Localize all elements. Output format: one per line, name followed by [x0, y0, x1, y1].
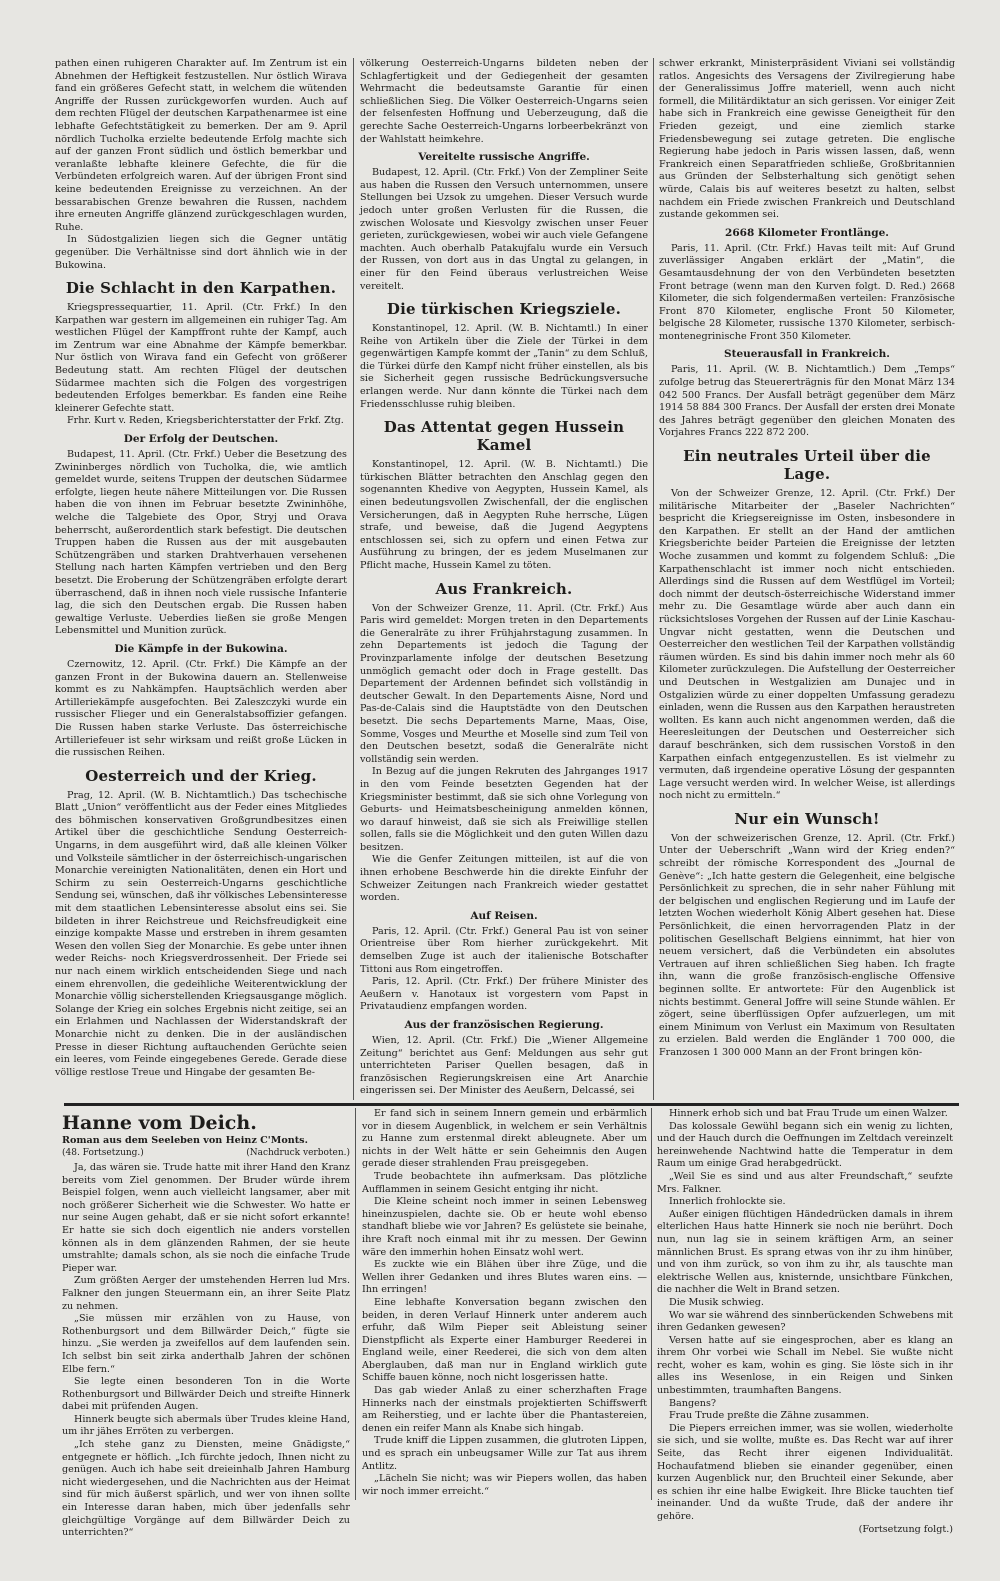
- article-paragraph: Hinnerk beugte sich abermals über Trudes kleine Hand, um ihr jähes Erröten zu verbergen.: [62, 1413, 350, 1438]
- column-divider: [653, 58, 654, 1100]
- article-paragraph: Wo war sie während des sinnberückenden Schwebens mit ihren Gedanken gewesen?: [657, 1309, 953, 1334]
- article-paragraph: Bangens?: [669, 1397, 717, 1409]
- article-headline: Ein neutrales Urteil über die Lage.: [683, 447, 931, 484]
- article-paragraph: Ja, das wären sie. Trude hatte mit ihrer Hand den Kranz bereits vom Ziel genommen. Der Bruder würde ihrem Beispiel folgen, wenn auch vielleicht langsamer, aber mit noch größerer Sicherheit wie die Schwester. Wo hatte er nur seine Augen gehabt, daß er sie nicht sofort erkannte! Er hatte sie sich doch eigentlich nie anders vorstellen können als in dem glänzenden Rahmen, der sie heute umstrahlte; damals schon, als sie noch die einfache Trude Pieper war.: [62, 1162, 350, 1274]
- article-paragraph: Sie legte einen besonderen Ton in die Worte Rothenburgsort und Billwärder Deich und streifte Hinnerk dabei mit prüfenden Augen.: [62, 1376, 350, 1413]
- novel-subtitle: Roman aus dem Seeleben von Heinz C'Monts.: [62, 1135, 308, 1146]
- article-subheadline: Die Kämpfe in der Bukowina.: [114, 642, 288, 655]
- article-paragraph: Trude beobachtete ihn aufmerksam. Das plötzliche Aufflammen in seinem Gesicht entging ihr nicht.: [362, 1170, 647, 1195]
- article-paragraph: Frau Trude preßte die Zähne zusammen.: [669, 1410, 870, 1422]
- article-headline: Oesterreich und der Krieg.: [85, 766, 317, 785]
- article-paragraph: Konstantinopel, 12. April. (W. B. Nichtamtl.) Die türkischen Blätter betrachten den Anschlag gegen den sogenannten Khedive von Aegypten, Hussein Kamel, als einen bedeutungsvollen Zwischenfall, der die englischen Versicherungen, daß in Aegypten Ruhe herrsche, Lügen strafe, und beweise, daß die Jugend Aegyptens entschlossen sei, sich zu opfern und einen Fetwa zur Ausführung zu bringen, der es jedem Muselmanen zur Pflicht mache, Hussein Kamel zu töten.: [360, 459, 648, 571]
- article-paragraph: Paris, 11. April. (Ctr. Frkf.) Havas teilt mit: Auf Grund zuverlässiger Angaben erklärt der „Matin“, die Gesamtausdehnung der von den Verbündeten besetzten Front betrage (wenn man den Kurven folgt. D. Red.) 2668 Kilometer, die sich folgendermaßen verteilen: Französische Front 870 Kilometer, englische Front 50 Kilometer, belgische 28 Kilometer, russische 1370 Kilometer, serbisch-montenegrinische Front 350 Kilometer.: [659, 242, 955, 342]
- article-paragraph: Von der schweizerischen Grenze, 12. April. (Ctr. Frkf.) Unter der Ueberschrift „Wann wird der Krieg enden?“ schreibt der römische Korrespondent des „Journal de Genève“: „Ich hatte gestern die Gelegenheit, eine belgische Persönlichkeit zu sprechen, die in sehr naher Fühlung mit der belgischen und englischen Regierung und im Laufe der letzten Wochen wiederholt König Albert gesehen hat. Diese Persönlichkeit, die einen hervorragenden Platz in der politischen Gesellschaft Belgiens einnimmt, hat hier von neuem versichert, daß die Verbündeten ein absolutes Vertrauen auf ihren schließlichen Sieg haben. Ich fragte ihn, wann die große französisch-englische Offensive beginnen sollte. Er antwortete: Für den Augenblick ist nichts bestimmt. General Joffre will seine Stunde wählen. Er zögert, seine überflüssigen Opfer aufzuerlegen, um mit einem Minimum von Verlust ein Maximum von Resultaten zu erzielen. Bald werden die Engländer 1 700 000, die Franzosen 1 300 000 Mann an der Front bringen kön-: [659, 832, 955, 1058]
- novel-column-3: [657, 1108, 953, 1535]
- article-paragraph: pathen einen ruhigeren Charakter auf. Im Zentrum ist ein Abnehmen der Heftigkeit festzustellen. Nur östlich Wirava fand ein größeres Gefecht statt, in welchem die wütenden Angriffe der Russen zurückgeworfen wurden. Auch auf dem rechten Flügel der deutschen Karpathenarmee ist eine lebhafte Gefechtstätigkeit zu bemerken. Der am 9. April nördlich Tucholka erzielte bedeutende Erfolg machte sich auf der ganzen Front südlich und östlich bemerkbar und veranlaßte lebhafte kleinere Gefechte, die für die Verbündeten erfolgreich waren. Auf der übrigen Front sind keine bedeutenden Ereignisse zu verzeichnen. An der bessarabischen Grenze bewahren die Russen, nachdem ihre erneuten Angriffe glänzend zurückgeschlagen wurden, Ruhe.: [55, 58, 347, 233]
- article-paragraph: Die Kleine scheint noch immer in seinen Lebensweg hineinzuspielen, dachte sie. Ob er heute wohl ebenso standhaft bliebe wie vor Jahren? Es gelüstete sie beinahe, ihre Kraft noch einmal mit ihr zu messen. Der Gewinn wäre den immerhin hohen Einsatz wohl wert.: [362, 1196, 647, 1258]
- column-divider: [353, 58, 354, 1100]
- article-subheadline: Auf Reisen.: [470, 909, 538, 922]
- article-subheadline: Vereitelte russische Angriffe.: [418, 151, 590, 164]
- article-byline: Frhr. Kurt v. Reden, Kriegsberichterstatter der Frkf. Ztg.: [67, 415, 344, 427]
- article-paragraph: Außer einigen flüchtigen Händedrücken damals in ihrem elterlichen Haus hatte Hinnerk sie noch nie berührt. Doch nun, nun lag sie in seinem kräftigen Arm, an seiner männlichen Brust. Es sprang etwas von ihr zu ihm hinüber, und von ihm zurück, so von ihm zu ihr, als tauschte man elektrische Wellen aus, knisternde, unsichtbare Fünkchen, die nachher die Welt in Brand setzen.: [657, 1208, 953, 1296]
- article-paragraph: In Bezug auf die jungen Rekruten des Jahrganges 1917 in den vom Feinde besetzten Gegenden hat der Kriegsminister bestimmt, daß sie sich ohne Vorlegung von Geburts- und Heimatsbescheinigung anmelden können, wo darauf hinweist, daß sie sich als Freiwillige stellen sollen, falls sie die Möglichkeit und den guten Willen dazu besitzen.: [360, 766, 648, 853]
- article-paragraph: „Weil Sie es sind und aus alter Freundschaft,“ seufzte Mrs. Falkner.: [657, 1170, 953, 1195]
- column-divider: [355, 1108, 356, 1500]
- novel-installment: (48. Fortsetzung.): [62, 1148, 144, 1158]
- article-headline: Aus Frankreich.: [435, 579, 573, 598]
- article-paragraph: Paris, 12. April. (Ctr. Frkf.) Der frühere Minister des Aeußern v. Hanotaux ist vorgestern vom Papst in Privataudienz empfangen worden.: [360, 976, 648, 1013]
- article-paragraph: Von der Schweizer Grenze, 11. April. (Ctr. Frkf.) Aus Paris wird gemeldet: Morgen treten in den Departements die Generalräte zu ihrer Frühjahrstagung zusammen. In zehn Departements ist jedoch die Tagung der Provinzparlamente infolge der deutschen Besetzung unmöglich gemacht oder doch in Frage gestellt. Das Departement der Ardennen befindet sich vollständig in deutscher Gewalt. In den Departements Aisne, Nord und Pas-de-Calais sind die Hauptstädte von den Deutschen besetzt. Die sechs Departements Marne, Maas, Oise, Somme, Vosges und Meurthe et Moselle sind zum Teil von den Deutschen besetzt, sodaß die Generalräte nicht vollständig sein werden.: [360, 602, 648, 765]
- article-paragraph: Innerlich frohlockte sie.: [669, 1196, 786, 1208]
- article-paragraph: Prag, 12. April. (W. B. Nichtamtlich.) Das tschechische Blatt „Union“ veröffentlicht aus der Feder eines Mitgliedes des böhmischen konservativen Großgrundbesitzes einen Artikel über die geschichtliche Sendung Oesterreich-Ungarns, in dem ausgeführt wird, daß alle kleinen Völker und Volksteile sämtlicher in der österreichisch-ungarischen Monarchie vereinigten Nationalitäten, denen ein Hort und Schirm zu sein Oesterreich-Ungarns geschichtliche Sendung sei, wünschen, daß ihr völkisches Lebensinteresse mit dem staatlichen Lebensinteresse absolut eins sei. Sie bildeten in ihrer Reichstreue und Reichsfreudigkeit eine einzige kompakte Masse und erstreben in ihrem gesamten Wesen den vollen Sieg der Monarchie. Es gebe unter ihnen weder Reichs- noch Kriegsverdrossenheit. Der Friede sei nur nach einem wirklich entscheidenden Siege und nach einem ehrenvollen, die gedeihliche Weiterentwicklung der Monarchie völlig sicherstellenden Kriegsausgange möglich. Solange der Krieg ein solches Ergebnis nicht zeitige, sei an ein Erlahmen und Nachlassen der Widerstandskraft der Monarchie nicht zu denken. Die in der ausländischen Presse in dieser Richtung auftauchenden Gerüchte seien ein leeres, vom Feinde eingegebenes Gerede. Gerade diese völlige restlose Treue und Hingabe der gesamten Be-: [55, 789, 347, 1078]
- article-paragraph: Versen hatte auf sie eingesprochen, aber es klang an ihrem Ohr vorbei wie Schall im Nebel. Sie wußte nicht recht, woher es kam, wohin es ging. Sie löste sich in ihr alles ins Wesenlose, in ein Reigen und Sinken unbestimmten, traumhaften Bangens.: [657, 1334, 953, 1397]
- article-paragraph: Wie die Genfer Zeitungen mitteilen, ist auf die von ihnen erhobene Beschwerde hin die direkte Einfuhr der Schweizer Zeitungen nach Frankreich wieder gestattet worden.: [360, 854, 648, 904]
- article-paragraph: Das kolossale Gewühl begann sich ein wenig zu lichten, und der Hauch durch die Oeffnungen im Zeltdach vereinzelt hereinwehende Nachtwind hatte die Temperatur in dem Raum um einige Grad herabgedrückt.: [657, 1120, 953, 1170]
- feuilleton-separator-rule: [64, 1103, 959, 1106]
- news-column-1: [55, 58, 347, 1100]
- article-paragraph: Von der Schweizer Grenze, 12. April. (Ctr. Frkf.) Der militärische Mitarbeiter der „Baseler Nachrichten“ bespricht die Kriegsereignisse im Osten, insbesondere in den Karpathen. Er stellt an der Hand der amtlichen Kriegsberichte beider Parteien die Ereignisse der letzten Woche zusammen und kommt zu folgendem Schluß: „Die Karpathenschlacht ist immer noch nicht entschieden. Allerdings sind die Russen auf dem Westflügel im Vorteil; doch nimmt der deutsch-österreichische Widerstand immer mehr zu. Die Gesamtlage würde aber auch dann ein rücksichtsloses Vorgehen der Russen auf der Linie Kaschau-Ungvar nicht gestatten, wenn die Deutschen und Oesterreicher den westlichen Teil der Karpathen vollständig räumen würden. Es sind bis dahin immer noch mehr als 60 Kilometer zurückzulegen. Die Aufstellung der Oesterreicher und Deutschen in Westgalizien am Dunajec und in Ostgalizien würde zu einer doppelten Umfassung geradezu einladen, wenn die Russen aus den Karpathen heraustreten wollten. Es kann auch nicht angenommen werden, daß die Heeresleitungen der Deutschen und Oesterreicher sich darauf beschränken, sich dem russischen Vorstoß in den Karpathen einfach entgegenzustellen. Es ist vielmehr zu vermuten, daß irgendeine operative Lösung der gespannten Lage versucht werden wird. In welcher Weise, ist allerdings noch nicht zu ermitteln.“: [659, 488, 955, 802]
- article-paragraph: Trude kniff die Lippen zusammen, die glutroten Lippen, und es sprach ein unbeugsamer Wille zur Tat aus ihrem Antlitz.: [362, 1435, 647, 1472]
- article-paragraph: Czernowitz, 12. April. (Ctr. Frkf.) Die Kämpfe an der ganzen Front in der Bukowina dauern an. Stellenweise kommt es zu Nahkämpfen. Hauptsächlich werden aber Artilleriekämpfe ausgefochten. Bei Zaleszczyki wurde ein russischer Flieger und ein Generalstabsoffizier gefangen. Die Russen haben starke Verluste. Das österreichische Artilleriefeuer ist sehr wirksam und reißt große Lücken in die russischen Reihen.: [55, 658, 347, 759]
- article-headline: Die Schlacht in den Karpathen.: [65, 279, 337, 298]
- article-paragraph: Paris, 12. April. (Ctr. Frkf.) General Pau ist von seiner Orientreise über Rom hierher zurückgekehrt. Mit demselben Zuge ist auch der italienische Botschafter Tittoni aus Rom eingetroffen.: [360, 925, 648, 975]
- article-paragraph: Budapest, 12. April. (Ctr. Frkf.) Von der Zempliner Seite aus haben die Russen den Versuch unternommen, unsere Stellungen bei Uzsok zu umgehen. Dieser Versuch wurde jedoch unter großen Verlusten für die Russen, die zwischen Wolosate und Kiesvolgy zwischen unser Feuer gerieten, zurückgewiesen, wobei wir auch viele Gefangene machten. Auch oberhalb Patakujfalu wurde ein Versuch der Russen, von dort aus in das Ungtal zu gelangen, in einer für den Feind überaus verlustreichen Weise vereitelt.: [360, 167, 648, 292]
- article-paragraph: Zum größten Aerger der umstehenden Herren lud Mrs. Falkner den jungen Steuermann ein, an ihrer Seite Platz zu nehmen.: [62, 1275, 350, 1312]
- article-paragraph: Konstantinopel, 12. April. (W. B. Nichtamtl.) In einer Reihe von Artikeln über die Ziele der Türkei in dem gegenwärtigen Kampfe kommt der „Tanin“ zu dem Schluß, die Türkei dürfe den Kampf nicht früher einstellen, als bis sie Sicherheit gegen russische Bedrückungsversuche erlangen werde. Nur dann könnte die Türkei nach dem Friedensschlusse ruhig bleiben.: [360, 323, 648, 410]
- novel-column-2: [362, 1108, 647, 1500]
- novel-meta: [62, 1147, 350, 1159]
- article-subheadline: Der Erfolg der Deutschen.: [123, 433, 279, 446]
- article-paragraph: „Sie müssen mir erzählen von zu Hause, von Rothenburgsort und dem Billwärder Deich,“ fügte sie hinzu. „Sie werden ja zweifellos auf dem laufenden sein. Ich selbst bin seit zirka anderthalb Jahren der schönen Elbe fern.“: [62, 1313, 350, 1375]
- article-subheadline: 2668 Kilometer Frontlänge.: [725, 226, 889, 239]
- article-paragraph: Das gab wieder Anlaß zu einer scherzhaften Frage Hinnerks nach der einstmals projektierten Schiffswerft am Reiherstieg, und er lachte über die Phantastereien, denen ein reifer Mann als Knabe sich hingab.: [362, 1385, 647, 1434]
- article-paragraph: Er fand sich in seinem Innern gemein und erbärmlich vor in diesem Augenblick, in welchem er sein Verhältnis zu Hanne zum erstenmal direkt ableugnete. Aber um nichts in der Welt hätte er sein Geheimnis den Augen gerade dieser strahlenden Frau preisgegeben.: [362, 1108, 647, 1170]
- continuation-note: (Fortsetzung folgt.): [858, 1523, 953, 1535]
- column-divider: [651, 1108, 652, 1500]
- article-paragraph: „Ich stehe ganz zu Diensten, meine Gnädigste,“ entgegnete er höflich. „Ich fürchte jedoch, Ihnen nicht zu genügen. Auch ich habe seit dreieinhalb Jahren Hamburg nicht wiedergesehen, und die Nachrichten aus der Heimat sind für mich äußerst spärlich, und wer von ihnen sollte ein Interesse daran haben, mich über jedenfalls sehr gleichgültige Vorgänge auf dem Billwärder Deich zu unterrichten?“: [62, 1439, 350, 1539]
- article-paragraph: Eine lebhafte Konversation begann zwischen den beiden, in deren Verlauf Hinnerk unter anderem auch erfuhr, daß Wilm Pieper seit Ableistung seiner Dienstpflicht als Experte einer Hamburger Reederei in England weile, einer Reederei, die sich von dem alten Aberglauben, daß man nur in England wirklich gute Schiffe bauen könne, noch nicht losgerissen hatte.: [362, 1296, 647, 1384]
- article-subheadline: Aus der französischen Regierung.: [404, 1019, 604, 1031]
- novel-reprint-notice: (Nachdruck verboten.): [246, 1148, 350, 1158]
- article-headline: Die türkischen Kriegsziele.: [386, 300, 622, 319]
- article-paragraph: „Lächeln Sie nicht; was wir Piepers wollen, das haben wir noch immer erreicht.“: [362, 1473, 647, 1497]
- novel-column-1: [62, 1110, 350, 1539]
- article-paragraph: Es zuckte wie ein Blähen über ihre Züge, und die Wellen ihrer Gedanken und ihres Blutes waren eins. — Ihn erringen!: [362, 1259, 647, 1296]
- article-paragraph: schwer erkrankt, Ministerpräsident Viviani sei vollständig ratlos. Angesichts des Versagens der Zivilregierung habe der Generalissimus Joffre materiell, wenn auch nicht formell, die Militärdiktatur an sich gerissen. Vor einiger Zeit habe sich in Frankreich eine gewisse Geneigtheit für den Frieden gezeigt, und eine ziemlich starke Friedensbewegung sei zutage getreten. Die englische Regierung habe jedoch in Paris wissen lassen, daß, wenn Frankreich einen Separatfrieden schließe, Großbritannien aus Gründen der Selbsterhaltung sich genötigt sehen würde, Calais bis auf weiteres besetzt zu halten, selbst nachdem ein Friede zwischen Frankreich und Deutschland zustande gekommen sei.: [659, 58, 955, 221]
- article-paragraph: Wien, 12. April. (Ctr. Frkf.) Die „Wiener Allgemeine Zeitung“ berichtet aus Genf: Meldungen aus sehr gut unterrichteten Pariser Quellen besagen, daß in französischen Regierungskreisen eine Art Anarchie eingerissen sei. Der Minister des Aeußern, Delcassé, sei: [360, 1035, 648, 1097]
- article-headline: Nur ein Wunsch!: [734, 809, 880, 828]
- article-subheadline: Steuerausfall in Frankreich.: [724, 348, 890, 361]
- news-column-2: [360, 58, 648, 1100]
- article-paragraph: Hinnerk erhob sich und bat Frau Trude um einen Walzer.: [669, 1108, 948, 1119]
- news-column-3: [659, 58, 955, 1100]
- article-paragraph: Die Piepers erreichen immer, was sie wollen, wiederholte sie sich, und sie wollte, mußte es. Das Recht war auf ihrer Seite, das Recht ihrer eigenen Individualität. Hochaufatmend blieben sie einander gegenüber, einen kurzen Augenblick nur, den Bruchteil einer Sekunde, aber es schien ihr eine halbe Ewigkeit. Ihre Blicke tauchten tief ineinander. Und da wußte Trude, daß der andere ihr gehöre.: [657, 1422, 953, 1522]
- article-paragraph: Die Musik schwieg.: [669, 1296, 764, 1308]
- article-paragraph: Paris, 11. April. (W. B. Nichtamtlich.) Dem „Temps“ zufolge betrug das Steuererträgnis für den Monat März 134 042 500 Francs. Der Ausfall beträgt gegenüber dem März 1914 58 884 300 Francs. Der Ausfall der ersten drei Monate des Jahres beträgt gegenüber den gleichen Monaten des Vorjahres Francs 222 872 200.: [659, 364, 955, 439]
- article-paragraph: Kriegspressequartier, 11. April. (Ctr. Frkf.) In den Karpathen war gestern im allgemeinen ein ruhiger Tag. Am westlichen Flügel der Kampffront ruhte der Kampf, auch im Zentrum war eine Abnahme der Kämpfe bemerkbar. Nur östlich von Wirava fand ein Gefecht von größerer Bedeutung statt. Am rechten Flügel der deutschen Südarmee machten sich die Folgen des vorgestrigen bedeutenden Erfolges bemerkbar. Es fanden eine Reihe kleinerer Gefechte statt.: [55, 302, 347, 414]
- article-paragraph: völkerung Oesterreich-Ungarns bildeten neben der Schlagfertigkeit und der Gediegenheit der gesamten Wehrmacht die bedeutsamste Garantie für einen schließlichen Sieg. Die Völker Oesterreich-Ungarns seien der felsenfesten Hoffnung und Ueberzeugung, daß die gerechte Sache Oesterreich-Ungarns lorbeerbekränzt von der Wahlstatt heimkehre.: [360, 58, 648, 145]
- article-paragraph: Budapest, 11. April. (Ctr. Frkf.) Ueber die Besetzung des Zwininberges nördlich von Tucholka, die, wie amtlich gemeldet wurde, seitens Truppen der deutschen Südarmee erfolgte, liegen heute nähere Mitteilungen vor. Die Russen haben die von ihnen im Februar besetzte Zwininhöhe, welche die Talgebiete des Opor, Stryj und Orava beherrscht, außerordentlich stark befestigt. Die deutschen Truppen haben die Russen aus der mit ausgebauten Schützengräben und starken Drahtverhauen versehenen Stellung nach harten Kämpfen vertrieben und den Berg besetzt. Die Eroberung der Schützengräben erfolgte derart überraschend, daß in ihnen noch viele russische Infanterie lag, die sich den Deutschen ergab. Die Russen haben gewaltige Verluste. Ueberdies ließen sie große Mengen Lebensmittel und Munition zurück.: [55, 449, 347, 637]
- article-paragraph: In Südostgalizien liegen sich die Gegner untätig gegenüber. Die Verhältnisse sind dort ähnlich wie in der Bukowina.: [55, 234, 347, 271]
- novel-title: Hanne vom Deich.: [62, 1112, 257, 1134]
- article-headline: Das Attentat gegen Hussein Kamel: [383, 418, 625, 455]
